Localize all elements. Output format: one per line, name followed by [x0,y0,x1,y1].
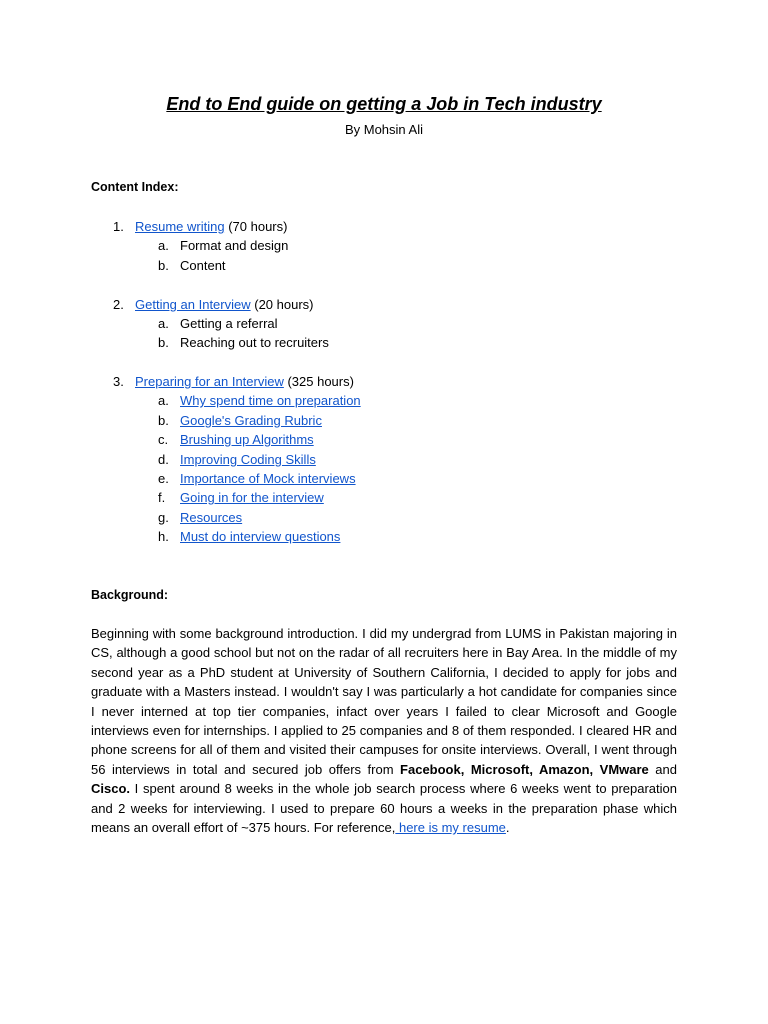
toc-letter: b. [158,413,169,428]
toc-letter: a. [158,316,169,331]
toc-link-coding-skills[interactable]: Improving Coding Skills [180,452,316,467]
toc-link-going-in[interactable]: Going in for the interview [180,490,324,505]
toc-link-getting-an-interview[interactable]: Getting an Interview [135,297,251,312]
cisco-bold: Cisco. [91,781,131,797]
toc-link-resources[interactable]: Resources [180,510,243,525]
toc-hours: (20 hours) [250,297,314,312]
toc-letter: a. [158,393,169,408]
toc-letter: e. [158,471,169,486]
toc-subitem [158,316,278,332]
toc-hours: (70 hours) [224,219,288,234]
companies-bold: Facebook, Microsoft, Amazon, VMware [400,761,649,777]
toc-link-brushing-algorithms[interactable]: Brushing up Algorithms [180,432,314,447]
paragraph-text: I spent around 8 weeks in the whole job search process where 6 weeks went to preparation and 2 weeks for interviewing. I used to prepare 60 hours a weeks in the preparation phase which means an overall effort of ~375 hours. For reference, [91,781,677,836]
toc-letter: f. [158,490,166,505]
toc-item-2 [113,297,314,313]
background-heading: Background: [91,588,169,602]
background-paragraph [91,624,677,837]
toc-hours: (325 hours) [283,374,354,389]
toc-subitem-text: Reaching out to recruiters [180,335,329,350]
toc-number: 2. [113,297,124,312]
toc-subitem [158,335,329,351]
toc-subitem [158,510,242,526]
toc-letter: c. [158,432,169,447]
toc-subitem [158,393,361,409]
toc-link-why-spend-time[interactable]: Why spend time on preparation [180,393,361,408]
content-index-heading: Content Index: [91,180,179,194]
toc-letter: b. [158,258,169,273]
toc-subitem [158,432,314,448]
toc-item-1 [113,219,287,235]
toc-subitem [158,413,322,429]
toc-subitem-text: Format and design [180,238,289,253]
toc-subitem [158,490,324,506]
toc-letter: a. [158,238,169,253]
resume-link[interactable]: here is my resume [395,820,506,836]
toc-subitem-text: Getting a referral [180,316,278,331]
toc-link-grading-rubric[interactable]: Google's Grading Rubric [180,413,322,428]
paragraph-text: Beginning with some background introduction. I did my undergrad from LUMS in Pakistan majoring in CS, although a good school but not on the radar of all recruiters here in Bay Area. In the middle of my second year as a PhD student at University of Southern California, I decided to apply for jobs and graduate with a Masters instead. I wouldn't say I was particularly a hot candidate for companies since I never interned at top tier companies, infact over years I failed to clear Microsoft and Google interviews even for internships. I applied to 25 companies and 8 of them responded. I cleared HR and phone screens for all of them and visited their campuses for onsite interviews. Overall, I went through 56 interviews in total and secured job offers from [91,626,677,777]
toc-letter: g. [158,510,169,525]
toc-subitem [158,452,316,468]
toc-number: 3. [113,374,124,389]
paragraph-end: . [505,820,510,836]
document-title: End to End guide on getting a Job in Tech industry [166,94,602,114]
toc-letter: h. [158,529,169,544]
toc-subitem [158,238,288,254]
toc-number: 1. [113,219,124,234]
toc-subitem [158,529,340,545]
toc-subitem-text: Content [180,258,226,273]
toc-letter: d. [158,452,169,467]
toc-link-mock-interviews[interactable]: Importance of Mock interviews [180,471,356,486]
paragraph-text: and [648,761,677,777]
toc-item-3 [113,374,354,390]
toc-subitem [158,471,356,487]
toc-link-must-do-questions[interactable]: Must do interview questions [180,529,341,544]
author-byline: By Mohsin Ali [344,122,424,137]
toc-link-preparing-for-interview[interactable]: Preparing for an Interview [135,374,284,389]
toc-subitem [158,258,226,274]
toc-link-resume-writing[interactable]: Resume writing [135,219,225,234]
toc-letter: b. [158,335,169,350]
